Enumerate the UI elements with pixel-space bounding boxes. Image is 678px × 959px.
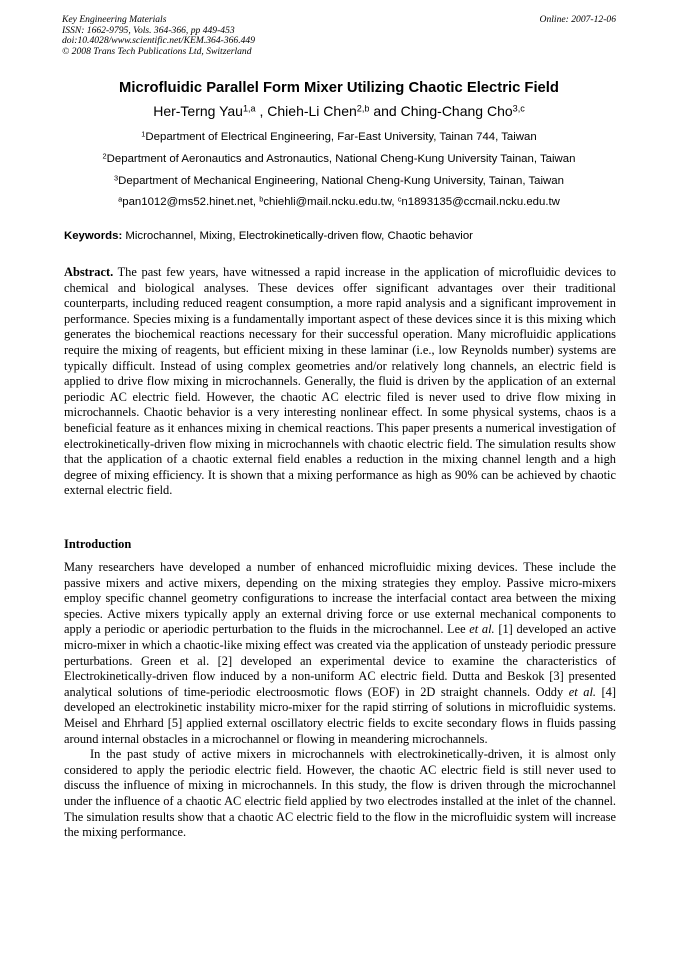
email-superscript: c — [397, 194, 402, 204]
affiliation-text: Department of Mechanical Engineering, National Cheng-Kung University, Tainan, Taiwan — [118, 175, 564, 187]
affiliation-superscript: 2 — [102, 151, 107, 161]
copyright-line: © 2008 Trans Tech Publications Ltd, Switzerland — [62, 45, 252, 57]
paper-title: Microfluidic Parallel Form Mixer Utilizing Chaotic Electric Field — [119, 80, 559, 96]
author-separator: , — [255, 103, 268, 119]
email-text: chiehli@mail.ncku.edu.tw, — [263, 196, 398, 208]
abstract-label: Abstract. — [64, 265, 114, 279]
email-superscript: a — [118, 194, 123, 204]
affiliation — [40, 175, 638, 187]
author-superscript: 2,b — [356, 103, 370, 114]
affiliation-superscript: 1 — [141, 129, 146, 139]
affiliation — [40, 131, 638, 143]
keywords-label: Keywords: — [64, 230, 123, 242]
email-line — [40, 196, 638, 208]
email-text: n1893135@ccmail.ncku.edu.tw — [401, 196, 560, 208]
introduction-heading: Introduction — [64, 537, 132, 551]
author-name: Chieh-Li Chen — [267, 103, 357, 119]
et-al-italic: et al. — [469, 622, 495, 637]
issn-line: ISSN: 1662-9795, Vols. 364-366, pp 449-453 — [62, 24, 235, 36]
journal-name: Key Engineering Materials — [62, 14, 167, 25]
abstract — [64, 265, 616, 499]
email-superscript: b — [259, 194, 264, 204]
author-list — [40, 103, 638, 119]
journal-header — [62, 15, 616, 57]
affiliation-text: Department of Electrical Engineering, Far-East University, Tainan 744, Taiwan — [145, 131, 537, 143]
affiliation-text: Department of Aeronautics and Astronautics, National Cheng-Kung University Tainan, Taiwan — [106, 153, 576, 165]
doi-line: doi:10.4028/www.scientific.net/KEM.364-366.449 — [62, 35, 256, 47]
introduction-paragraph — [64, 560, 616, 747]
introduction-paragraph: In the past study of active mixers in microchannels with electrokinetically-driven, it is almost only considered to apply the periodic electric field. However, the chaotic AC electric field is still never used to discuss the influence of mixing in microchannels. In this study, the flow is driven through the microchannel under the influence of a chaotic AC electric field applied by two electrodes installed at the inlet of the channel. The simulation results show that a chaotic AC electric field to the flow in the microfluidic system will increase the mixing performance. — [64, 747, 616, 840]
affiliation — [40, 153, 638, 165]
abstract-text: The past few years, have witnessed a rapid increase in the application of microfluidic devices to chemical and biological analyses. These devices offer significant advantages over their traditional counterparts, including reduced reagent consumption, a more rapid analysis and a significant improvement in performance. Species mixing is a fundamentally important aspect of these devices since it is this mixing which generates the biochemical reactions necessary for their successful operation. Many microfluidic applications require the mixing of reagents, but efficient mixing in these laminar (i.e., low Reynolds number) systems are typically difficult. Instead of using complex geometries and/or relatively long channels, an electric field is applied to drive flow mixing in microchannels. Generally, the fluid is driven by the application of an external periodic AC electric field. However, the chaotic AC electric filed is never used to drive flow mixing in microchannels. Chaotic behavior is a very interesting nonlinear effect. In some physical systems, chaos is a beneficial feature as it enhances mixing in chemical reactions. This paper presents a numerical investigation of electrokinetically-driven flow mixing in microchannels with chaotic electric field. The simulation results show that the application of a chaotic external field enables a reduction in the mixing channel length and a high degree of mixing efficiency. It is shown that a mixing performance as high as 90% can be achieved by chaotic external electric field. — [64, 265, 616, 498]
keywords — [64, 230, 616, 242]
paragraph-text: [1] developed an active micro-mixer in which a chaotic-like mixing effect was created via the application of unsteady periodic pressure perturbations. Green et al. [2] developed an experimental device to examine the characteristics of Electrokinetically-driven flow induced by a non-uniform AC electric field. Dutta and Beskok [3] presented analytical solutions of time-periodic electroosmotic flows (EOF) in 2D straight channels. Oddy — [64, 622, 616, 699]
email-text: pan1012@ms52.hinet.net, — [122, 196, 260, 208]
affiliation-superscript: 3 — [114, 173, 119, 183]
et-al-italic: et al. — [568, 684, 596, 699]
paragraph-text: Many researchers have developed a number of enhanced microfluidic mixing devices. These include the passive mixers and active mixers, depending on the mixing strategies they employ. Passive micro-mixers employ specific channel geometry configurations to increase the interfacial contact area between the mixing species. Active mixers typically apply an external driving force or use external mechanical components to apply a periodic or aperiodic perturbation to the fluids in the microchannel. Lee — [64, 560, 616, 637]
author-name: Her-Terng Yau — [153, 103, 243, 119]
introduction-body — [64, 560, 616, 841]
author-superscript: 1,a — [242, 103, 256, 114]
paragraph-text: [4] developed an electrokinetic instability micro-mixer for the rapid stirring of solutions in microfluidic systems. Meisel and Ehrhard [5] applied external oscillatory electric fields to excite secondary flows in fluids passing around internal obstacles in a microchannel or flowing in meandering microchannels. — [64, 684, 617, 746]
author-separator: and — [369, 103, 401, 119]
author-superscript: 3,c — [512, 103, 525, 114]
keywords-text: Microchannel, Mixing, Electrokinetically-driven flow, Chaotic behavior — [122, 230, 473, 242]
online-date: Online: 2007-12-06 — [539, 14, 616, 25]
author-name: Ching-Chang Cho — [400, 103, 513, 119]
